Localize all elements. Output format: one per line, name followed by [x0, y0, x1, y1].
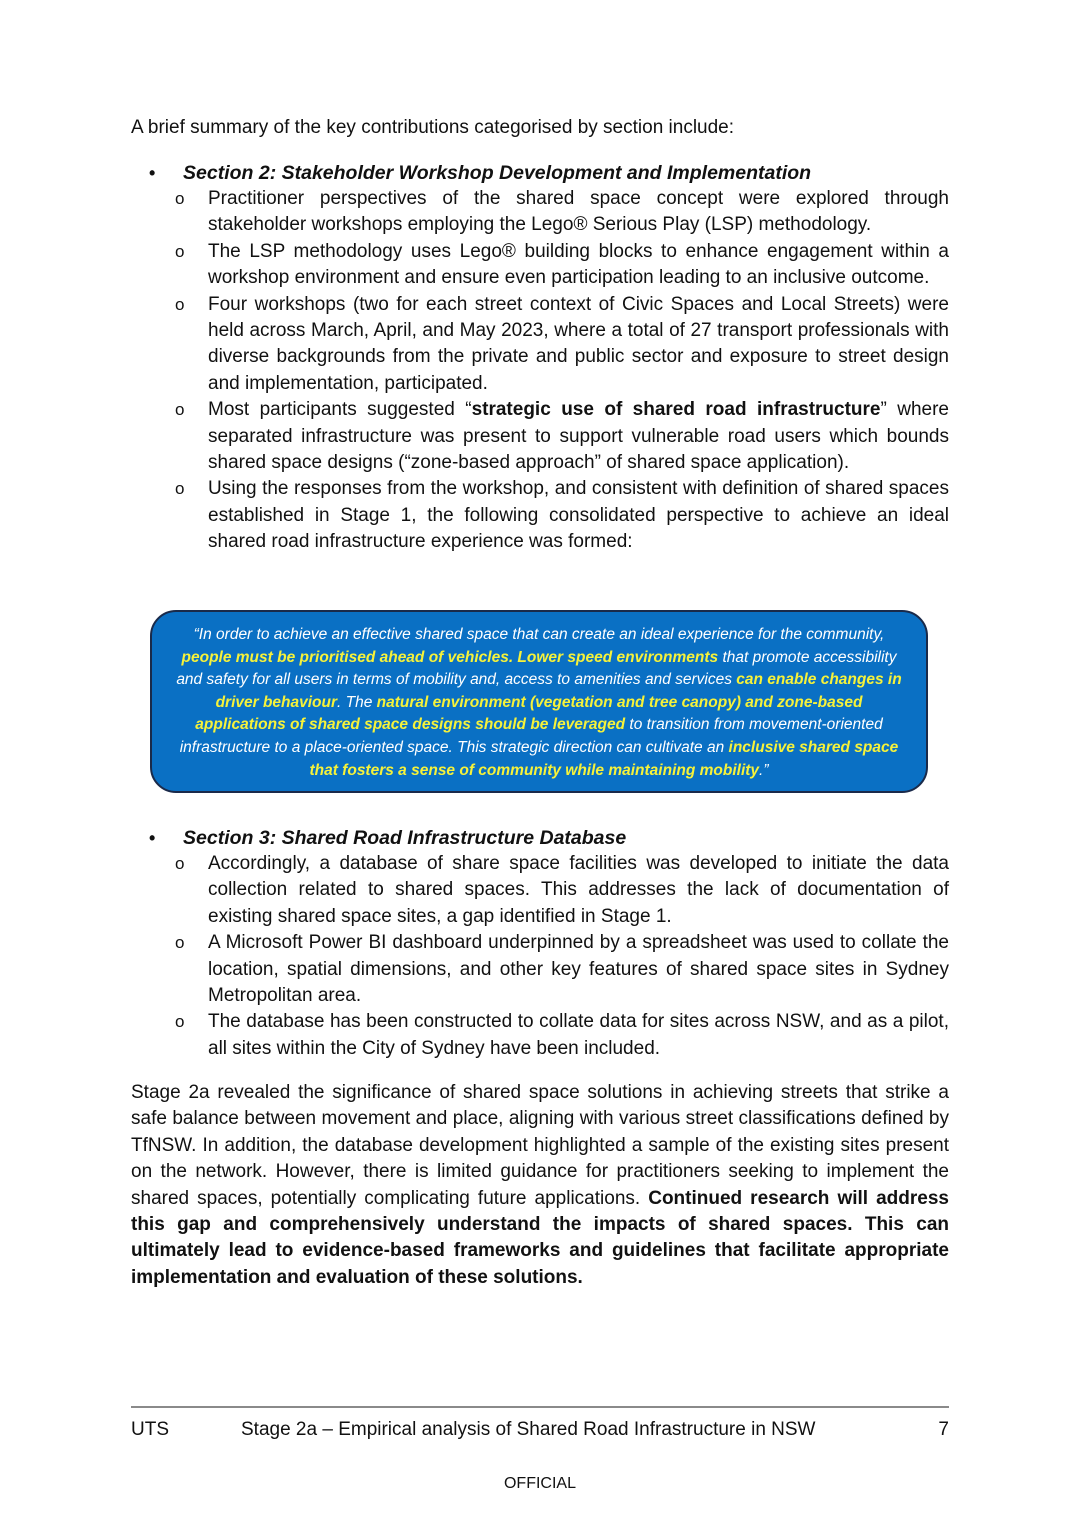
sub-bullet: o — [175, 400, 185, 420]
list-item — [131, 476, 949, 555]
sub-bullet: o — [175, 854, 185, 873]
section-2-heading-text: Section 2: Stakeholder Workshop Development and Implementation — [183, 162, 812, 184]
section-3-list — [131, 851, 949, 1062]
list-item-text: Using the responses from the workshop, and consistent with definition of shared spaces established in Stage 1, the following consolidated perspective to achieve an ideal shared road infrastructure experience was formed: — [208, 478, 949, 553]
list-item-text: The database has been constructed to collate data for sites across NSW, and as a pilot, all sites within the City of Sydney have been included. — [208, 1011, 949, 1059]
section-2-list — [131, 186, 949, 556]
summary-text: Stage 2a revealed the significance of shared space solutions in achieving streets that strike a safe balance between movement and place, aligning with various street classifications defined by TfNSW. In addition, the database development highlighted a sample of the existing sites present on the network. However, there is limited guidance for practitioners seeking to implement the shared spaces, potentially complicating future applications. — [131, 1082, 949, 1209]
list-item-text: Most participants suggested “ — [208, 399, 472, 421]
sub-bullet: o — [175, 241, 185, 261]
section-2-heading — [131, 160, 949, 186]
quote-text: . The — [337, 693, 377, 711]
quote-highlight: inclusive shared space that fosters a sense of community while maintaining mobility — [309, 738, 899, 779]
quote-highlight: people must be prioritised ahead of vehicles. Lower speed environments — [181, 648, 719, 666]
summary-paragraph — [131, 1080, 949, 1291]
quote-text: that promote accessibility and safety for all users in terms of mobility and, access to amenities and services — [176, 648, 897, 689]
classification-label: OFFICIAL — [503, 1475, 576, 1492]
quote-highlight: natural environment (vegetation and tree canopy) and zone-based applications of shared space designs should be leveraged — [195, 693, 863, 734]
section-3-heading — [131, 825, 949, 851]
footer-org: UTS — [131, 1419, 169, 1440]
section-3-heading-text: Section 3: Shared Road Infrastructure Database — [183, 827, 627, 849]
sub-bullet: o — [175, 479, 185, 499]
list-item-text: ” where separated infrastructure was present to support vulnerable road users which bounds shared space designs (“zone-based approach” of shared space application). — [208, 399, 950, 474]
quote-text: .” — [759, 761, 769, 779]
list-item-text: Accordingly, a database of share space facilities was developed to initiate the data collection related to shared spaces. This addresses the lack of documentation of existing shared space sites, a gap identified in Stage 1. — [208, 853, 949, 927]
list-item — [131, 239, 949, 292]
list-item — [131, 851, 949, 930]
quote-text: to transition from movement-oriented infrastructure to a place-oriented space. This strategic direction can cultivate an — [179, 716, 883, 756]
quote-text: “In order to achieve an effective shared space that can create an ideal experience for the community, — [193, 626, 885, 643]
emphasis-text: strategic use of shared road infrastructure — [471, 399, 881, 421]
sub-bullet: o — [175, 189, 185, 208]
sub-bullet: o — [175, 933, 185, 953]
page-number: 7 — [938, 1419, 949, 1440]
bullet: • — [149, 828, 156, 848]
section-3 — [131, 825, 949, 1062]
sub-bullet: o — [175, 1012, 185, 1032]
list-item — [131, 930, 949, 1009]
list-item — [131, 186, 949, 239]
list-item-text: Practitioner perspectives of the shared space concept were explored through stakeholder workshops employing the Lego® Serious Play (LSP) methodology. — [208, 188, 949, 236]
list-item-text: The LSP methodology uses Lego® building blocks to enhance engagement within a workshop environment and ensure even participation leading to an inclusive outcome. — [208, 240, 949, 289]
section-2 — [131, 160, 949, 556]
sub-bullet: o — [175, 294, 185, 314]
footer-title: Stage 2a – Empirical analysis of Shared Road Infrastructure in NSW — [241, 1419, 816, 1440]
footer-divider — [131, 1406, 949, 1408]
summary-bold-text: Continued research will address this gap and comprehensively understand the impacts of shared spaces. This can ultimately lead to evidence-based frameworks and guidelines that facilitate appropriate implementation and evaluation of these solutions. — [131, 1187, 949, 1288]
intro-text: A brief summary of the key contributions categorised by section include: — [131, 117, 735, 138]
consolidated-perspective-quote — [150, 610, 928, 793]
list-item — [131, 1009, 949, 1062]
bullet: • — [149, 163, 156, 183]
quote-highlight: can enable changes in driver behaviour — [215, 671, 902, 711]
list-item — [131, 292, 949, 398]
list-item — [131, 397, 949, 476]
list-item-text: Four workshops (two for each street context of Civic Spaces and Local Streets) were held across March, April, and May 2023, where a total of 27 transport professionals with diverse backgrounds from the private and public sector and exposure to street design and implementation, participated. — [208, 293, 949, 394]
list-item-text: A Microsoft Power BI dashboard underpinned by a spreadsheet was used to collate the location, spatial dimensions, and other key features of shared space sites in Sydney Metropolitan area. — [208, 932, 949, 1007]
